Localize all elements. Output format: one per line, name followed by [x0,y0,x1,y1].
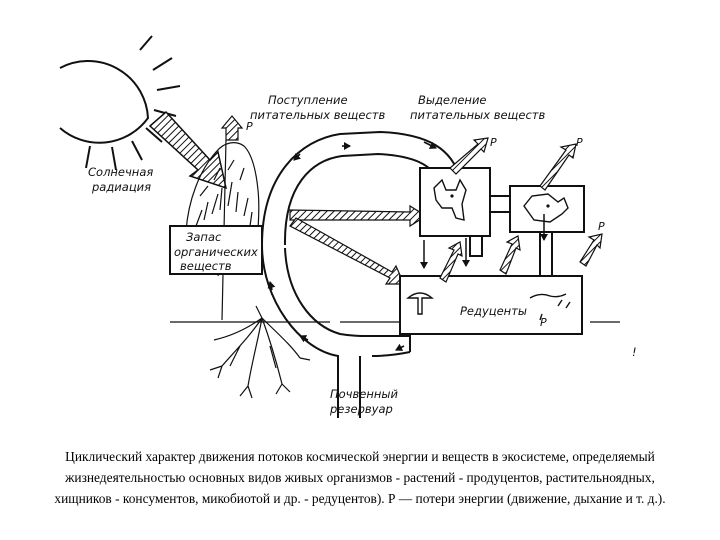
carnivore-consumer-box [510,186,584,232]
herbivore-loss-label: P [490,136,497,149]
nutrient-release-label-line2: питательных веществ [410,108,546,122]
herbivore-consumer-box [420,168,490,236]
sun-icon [60,36,180,170]
exclamation-mark: ! [632,345,637,359]
solar-radiation-label-line1: Солнечная [88,165,154,179]
figure-caption [18,446,702,509]
energy-flow-arrow-upper [290,206,426,226]
plant-loss-arrow [222,116,242,140]
organic-storage-box [170,226,262,274]
decomposer-loss-label: P [540,316,547,329]
storage-label-line3: веществ [180,259,232,273]
caption-line-1: Циклический характер движения потоков космической энергии и веществ в экосистеме, определяемый [65,449,655,464]
storage-label-line1: Запас [186,230,222,244]
storage-label-line2: органических [174,245,258,259]
decomposers-box [400,276,582,334]
roots-icon [210,306,310,398]
carnivore-loss-label: P [576,136,583,149]
soil-reservoir-label-line2: резервуар [330,402,393,416]
energy-flow-arrow-lower [290,218,404,284]
nutrient-intake-label-line2: питательных веществ [250,108,386,122]
soil-reservoir-label-line1: Почвенный [330,387,398,401]
carnivore-secondary-loss-label: P [598,220,605,233]
plant-loss-label: P [246,120,253,133]
nutrient-release-label-line1: Выделение [418,93,487,107]
decomposers-label: Редуценты [460,304,527,318]
solar-radiation-arrow [150,112,226,188]
solar-radiation-label-line2: радиация [92,180,152,194]
nutrient-intake-label-line1: Поступление [268,93,348,107]
caption-line-2: жизнедеятельностью основных видов живых организмов - растений - продуцентов, растительноядных, [65,470,655,485]
caption-line-3: хищников - консументов, микобиотой и др. - редуцентов). Р — потери энергии (движение, дыхание и т. д.). [54,491,666,506]
